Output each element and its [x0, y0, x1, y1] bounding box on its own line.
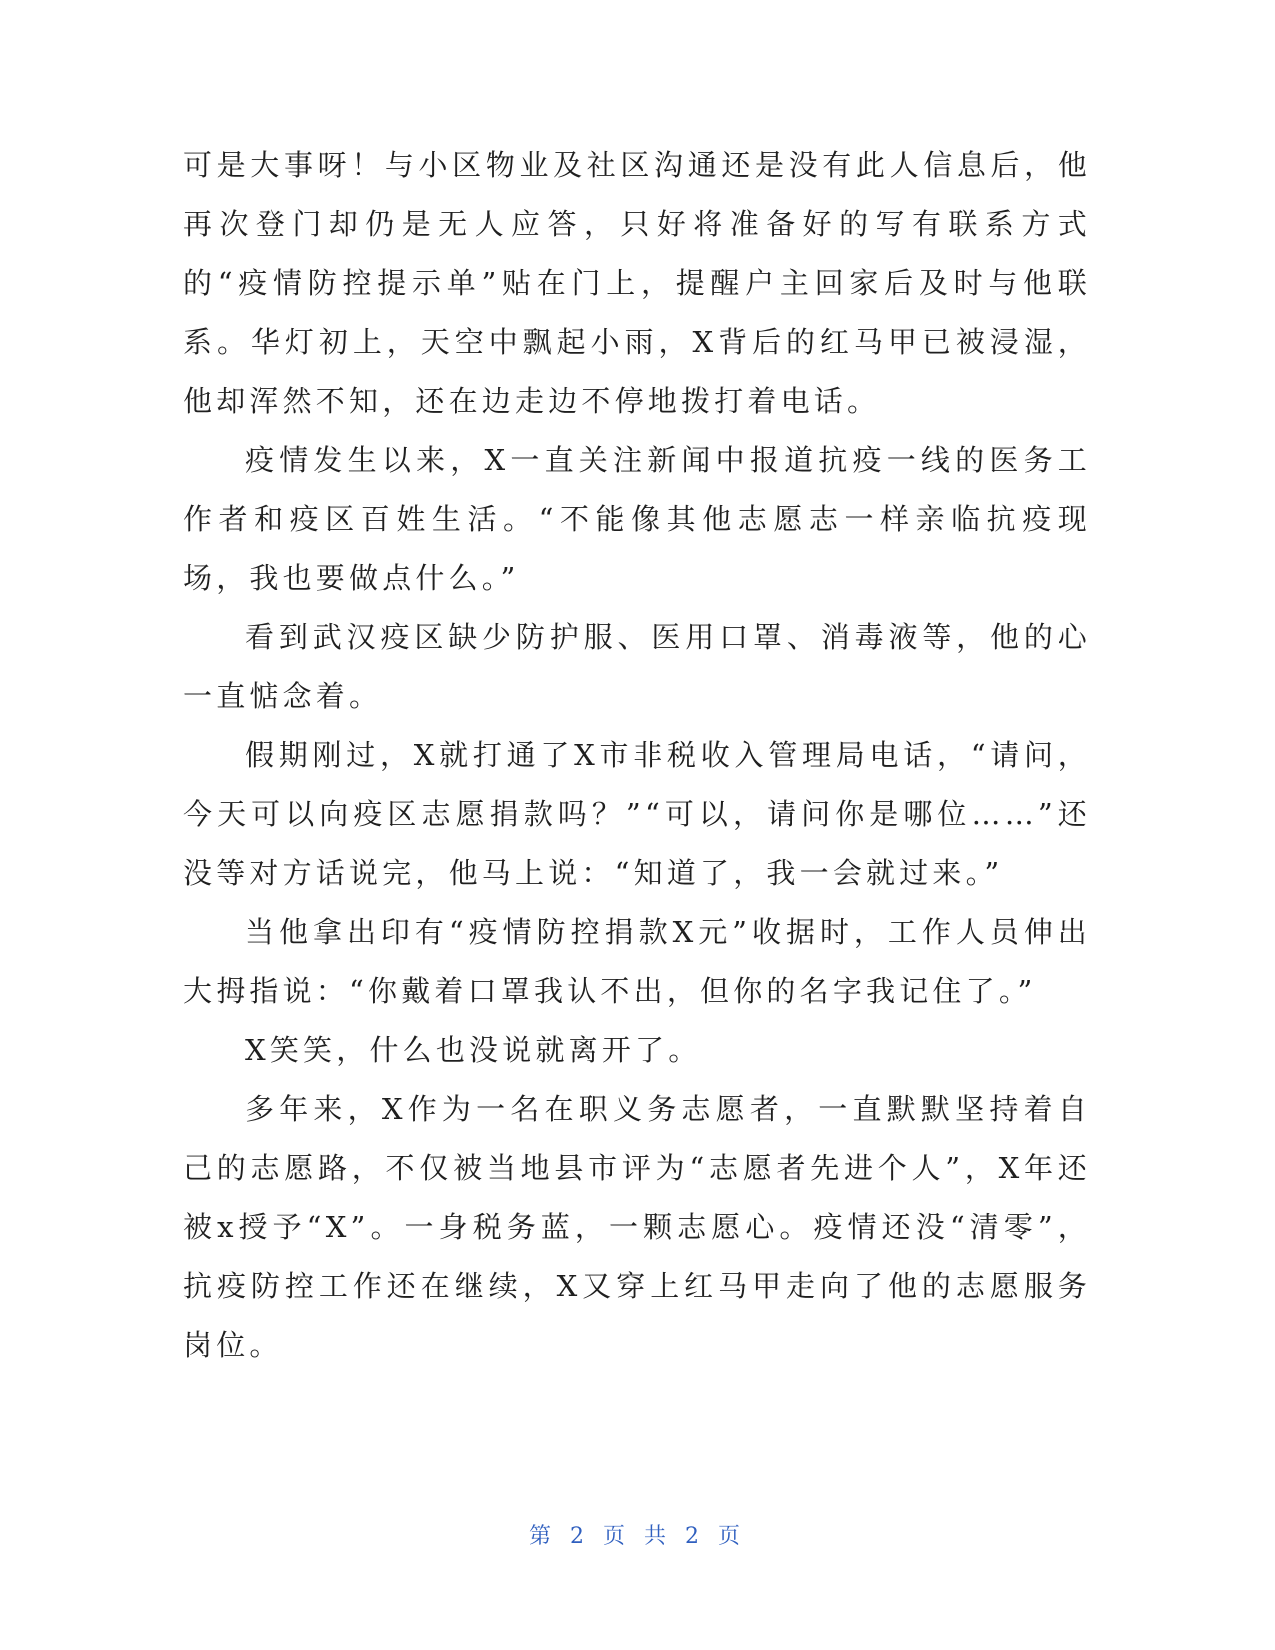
- page-footer: [0, 1519, 1275, 1550]
- document-body: [183, 136, 1091, 1375]
- page-number-label: 第 2 页 共 2 页: [529, 1524, 746, 1549]
- paragraph: 疫情发生以来，X一直关注新闻中报道抗疫一线的医务工作者和疫区百姓生活。“不能像其他志愿志一样亲临抗疫现场，我也要做点什么。”: [183, 443, 1091, 595]
- paragraph: 当他拿出印有“疫情防控捐款X元”收据时，工作人员伸出大拇指说：“你戴着口罩我认不出，但你的名字我记住了。”: [183, 915, 1091, 1008]
- paragraph: 看到武汉疫区缺少防护服、医用口罩、消毒液等，他的心一直惦念着。: [183, 620, 1091, 713]
- paragraph: 可是大事呀！与小区物业及社区沟通还是没有此人信息后，他再次登门却仍是无人应答，只好将准备好的写有联系方式的“疫情防控提示单”贴在门上，提醒户主回家后及时与他联系。华灯初上，天空中飘起小雨，X背后的红马甲已被浸湿，他却浑然不知，还在边走边不停地拨打着电话。: [183, 148, 1091, 418]
- paragraph: 假期刚过，X就打通了X市非税收入管理局电话，“请问，今天可以向疫区志愿捐款吗？”“可以，请问你是哪位……”还没等对方话说完，他马上说：“知道了，我一会就过来。”: [183, 738, 1091, 890]
- paragraph: 多年来，X作为一名在职义务志愿者，一直默默坚持着自己的志愿路，不仅被当地县市评为“志愿者先进个人”，X年还被x授予“X”。一身税务蓝，一颗志愿心。疫情还没“清零”，抗疫防控工作还在继续，X又穿上红马甲走向了他的志愿服务岗位。: [183, 1092, 1091, 1362]
- paragraph: X笑笑，什么也没说就离开了。: [245, 1033, 702, 1067]
